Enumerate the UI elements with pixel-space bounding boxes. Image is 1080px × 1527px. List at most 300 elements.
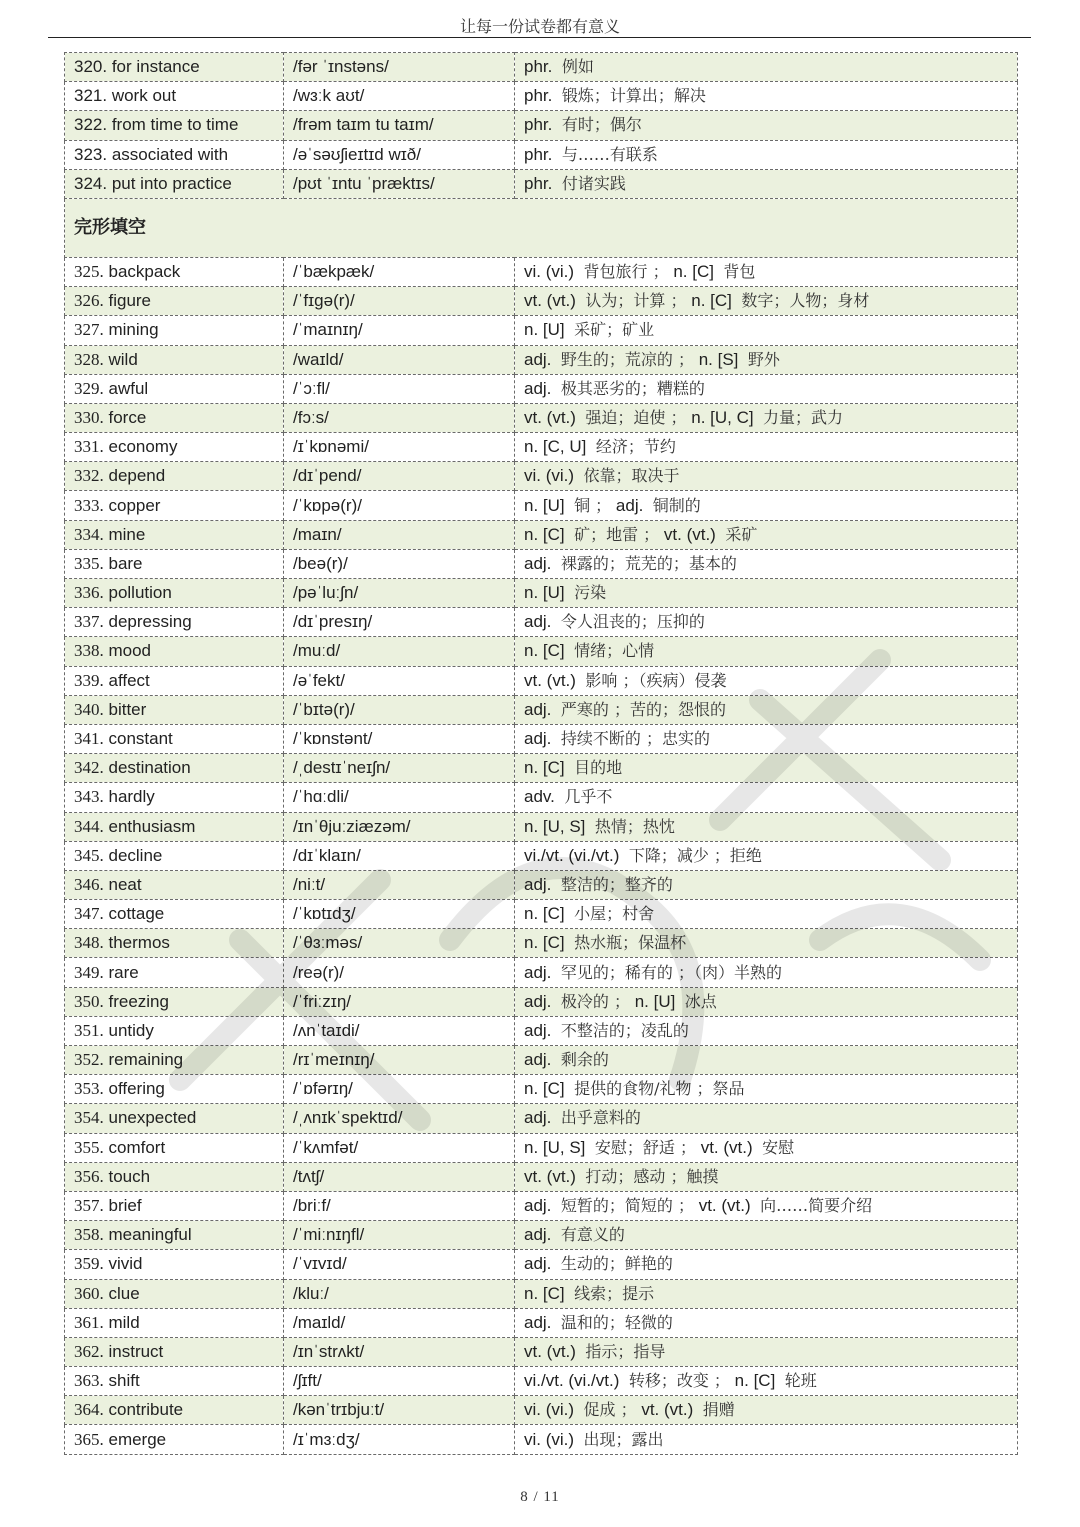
part-of-speech: n. [C] (524, 933, 565, 953)
entry-number: 339. (74, 670, 104, 690)
phonetic-cell: /pəˈluːʃn/ (284, 579, 515, 608)
part-of-speech: phr. (524, 115, 553, 135)
chinese-meaning: 几乎不 (564, 787, 613, 807)
entry-number: 356. (74, 1166, 104, 1186)
vocab-row (65, 1425, 1018, 1454)
phonetic-cell: /ˈfriːzɪŋ/ (284, 987, 515, 1016)
entry-number: 329. (74, 378, 104, 398)
entry-number: 340. (74, 699, 104, 719)
chinese-meaning: 热情；热忱 (594, 816, 675, 836)
definition-cell (515, 403, 1018, 432)
entry-number: 355. (74, 1137, 104, 1157)
word-cell (65, 841, 284, 870)
word-cell (65, 169, 284, 198)
definition-cell (515, 929, 1018, 958)
english-word: backpack (108, 262, 181, 282)
part-of-speech: vi./vt. (vi./vt.) (524, 1371, 620, 1391)
vocab-row (65, 1016, 1018, 1045)
word-cell (65, 1191, 284, 1220)
vocab-row (65, 1337, 1018, 1366)
definition-cell (515, 841, 1018, 870)
chinese-meaning: 认为；计算 ； (585, 291, 687, 311)
entry-number: 324. (74, 173, 108, 193)
word-cell (65, 637, 284, 666)
english-word: economy (108, 437, 178, 457)
entry-number: 346. (74, 874, 104, 894)
vocab-row (65, 1104, 1018, 1133)
chinese-meaning: 经济；节约 (595, 437, 676, 457)
entry-number: 333. (74, 495, 104, 515)
entry-number: 337. (74, 612, 104, 632)
definition-cell (515, 491, 1018, 520)
vocab-row (65, 111, 1018, 140)
word-cell (65, 1250, 284, 1279)
chinese-meaning-2: 向……简要介绍 (760, 1196, 873, 1216)
english-word: shift (108, 1371, 140, 1391)
part-of-speech-2: n. [C] (691, 291, 732, 311)
entry-number: 357. (74, 1196, 104, 1216)
vocab-row (65, 900, 1018, 929)
english-word: constant (108, 729, 173, 749)
chinese-meaning: 安慰；舒适 ； (594, 1137, 696, 1157)
entry-number: 334. (74, 524, 104, 544)
part-of-speech: adj. (524, 1196, 552, 1216)
phonetic-cell: /ˈbækpæk/ (284, 257, 515, 286)
definition-cell (515, 287, 1018, 316)
phonetic-cell: /ˈɔːfl/ (284, 374, 515, 403)
vocabulary-table (64, 52, 1018, 1455)
vocab-row (65, 374, 1018, 403)
english-word: remaining (108, 1050, 184, 1070)
part-of-speech: phr. (524, 144, 553, 164)
word-cell (65, 462, 284, 491)
part-of-speech: vt. (vt.) (524, 291, 576, 311)
word-cell (65, 666, 284, 695)
english-word: offering (108, 1079, 165, 1099)
phonetic-cell: /dɪˈpresɪŋ/ (284, 608, 515, 637)
entry-number: 348. (74, 933, 104, 953)
vocab-row (65, 1221, 1018, 1250)
vocab-row (65, 929, 1018, 958)
english-word: instruct (108, 1341, 164, 1361)
entry-number: 335. (74, 553, 104, 573)
part-of-speech: vi. (vi.) (524, 262, 575, 282)
definition-cell (515, 637, 1018, 666)
english-word: enthusiasm (108, 816, 196, 836)
part-of-speech: vt. (vt.) (524, 670, 576, 690)
definition-cell (515, 1279, 1018, 1308)
definition-cell (515, 812, 1018, 841)
definition-cell (515, 1191, 1018, 1220)
entry-number: 362. (74, 1341, 104, 1361)
word-cell (65, 549, 284, 578)
phonetic-cell: /kluː/ (284, 1279, 515, 1308)
part-of-speech: adj. (524, 1050, 552, 1070)
word-cell (65, 987, 284, 1016)
phonetic-cell: /ˈkɒtɪdʒ/ (284, 900, 515, 929)
chinese-meaning: 指示；指导 (585, 1341, 666, 1361)
english-word: for instance (111, 57, 200, 77)
word-cell (65, 579, 284, 608)
word-cell (65, 257, 284, 286)
vocab-row (65, 316, 1018, 345)
entry-number: 332. (74, 466, 104, 486)
english-word: neat (108, 874, 142, 894)
word-cell (65, 1279, 284, 1308)
phonetic-cell: /waɪld/ (284, 345, 515, 374)
phonetic-cell: /fər ˈɪnstəns/ (284, 53, 515, 82)
definition-cell (515, 900, 1018, 929)
chinese-meaning-2: 铜制的 (652, 495, 701, 515)
part-of-speech-2: n. [U] (634, 991, 676, 1011)
chinese-meaning: 令人沮丧的；压抑的 (560, 612, 705, 632)
vocab-row (65, 1133, 1018, 1162)
part-of-speech-2: n. [S] (698, 349, 739, 369)
phonetic-cell: /ˈɒfərɪŋ/ (284, 1075, 515, 1104)
part-of-speech: vi. (vi.) (524, 1429, 575, 1449)
english-word: awful (108, 378, 149, 398)
chinese-meaning: 小屋；村舍 (574, 904, 655, 924)
english-word: wild (108, 349, 138, 369)
vocab-row (65, 1308, 1018, 1337)
phonetic-cell: /əˈsəʊʃieɪtɪd wɪð/ (284, 140, 515, 169)
definition-cell (515, 549, 1018, 578)
part-of-speech: vi. (vi.) (524, 466, 575, 486)
word-cell (65, 958, 284, 987)
page-number: 8 / 11 (520, 1489, 560, 1505)
part-of-speech-2: vt. (vt.) (663, 524, 716, 544)
english-word: untidy (108, 1020, 154, 1040)
chinese-meaning: 采矿；矿业 (574, 320, 655, 340)
vocab-row (65, 1250, 1018, 1279)
english-word: vivid (108, 1254, 143, 1274)
vocab-row (65, 345, 1018, 374)
part-of-speech: adj. (524, 553, 552, 573)
word-cell (65, 140, 284, 169)
english-word: freezing (108, 991, 169, 1011)
chinese-meaning: 生动的；鲜艳的 (560, 1254, 673, 1274)
english-word: clue (108, 1283, 140, 1303)
word-cell (65, 316, 284, 345)
word-cell (65, 82, 284, 111)
part-of-speech: n. [C, U] (524, 437, 587, 457)
definition-cell (515, 695, 1018, 724)
definition-cell (515, 520, 1018, 549)
vocab-row (65, 140, 1018, 169)
word-cell (65, 491, 284, 520)
english-word: rare (108, 962, 139, 982)
chinese-meaning: 温和的；轻微的 (560, 1312, 673, 1332)
english-word: copper (108, 495, 161, 515)
phonetic-cell: /maɪld/ (284, 1308, 515, 1337)
english-word: affect (108, 670, 150, 690)
entry-number: 359. (74, 1254, 104, 1274)
word-cell (65, 345, 284, 374)
phonetic-cell: /ˌʌnɪkˈspektɪd/ (284, 1104, 515, 1133)
word-cell (65, 1396, 284, 1425)
part-of-speech: n. [U] (524, 495, 565, 515)
entry-number: 343. (74, 787, 104, 807)
definition-cell (515, 1221, 1018, 1250)
entry-number: 323. (74, 144, 108, 164)
english-word: figure (108, 291, 152, 311)
vocab-row (65, 491, 1018, 520)
entry-number: 364. (74, 1400, 104, 1420)
chinese-meaning: 污染 (574, 583, 607, 603)
part-of-speech-2: vt. (vt.) (700, 1137, 753, 1157)
chinese-meaning: 剩余的 (560, 1050, 609, 1070)
definition-cell (515, 754, 1018, 783)
phonetic-cell: /ˈkɒnstənt/ (284, 724, 515, 753)
part-of-speech-2: adj. (615, 495, 644, 515)
phonetic-cell: /ˌdestɪˈneɪʃn/ (284, 754, 515, 783)
english-word: mining (108, 320, 159, 340)
definition-cell (515, 1425, 1018, 1454)
chinese-meaning-2: 野外 (747, 349, 780, 369)
word-cell (65, 111, 284, 140)
chinese-meaning: 锻炼；计算出；解决 (561, 86, 706, 106)
vocab-row (65, 82, 1018, 111)
english-word: contribute (108, 1400, 184, 1420)
phonetic-cell: /ˈkʌmfət/ (284, 1133, 515, 1162)
part-of-speech: adj. (524, 991, 552, 1011)
phonetic-cell: /ɪnˈθjuːziæzəm/ (284, 812, 515, 841)
vocab-row (65, 287, 1018, 316)
chinese-meaning: 严寒的 ；苦的；怨恨的 (560, 699, 726, 719)
chinese-meaning: 持续不断的 ；忠实的 (560, 729, 710, 749)
part-of-speech: vt. (vt.) (524, 1166, 576, 1186)
definition-cell (515, 82, 1018, 111)
vocab-row (65, 520, 1018, 549)
part-of-speech-2: n. [C] (673, 262, 714, 282)
definition-cell (515, 1133, 1018, 1162)
definition-cell (515, 1046, 1018, 1075)
english-word: put into practice (111, 173, 232, 193)
chinese-meaning: 整洁的；整齐的 (560, 874, 673, 894)
part-of-speech-2: n. [U, C] (691, 407, 754, 427)
english-word: brief (108, 1196, 142, 1216)
header-divider (48, 37, 1031, 38)
english-word: mild (108, 1312, 140, 1332)
definition-cell (515, 316, 1018, 345)
phonetic-cell: /beə(r)/ (284, 549, 515, 578)
definition-cell (515, 870, 1018, 899)
english-word: emerge (108, 1429, 167, 1449)
chinese-meaning: 矿；地雷 ； (574, 524, 660, 544)
definition-cell (515, 345, 1018, 374)
english-word: destination (108, 758, 191, 778)
chinese-meaning: 情绪；心情 (574, 641, 655, 661)
phonetic-cell: /wɜːk aʊt/ (284, 82, 515, 111)
chinese-meaning: 例如 (561, 57, 594, 77)
vocab-row (65, 958, 1018, 987)
phonetic-cell: /əˈfekt/ (284, 666, 515, 695)
definition-cell (515, 987, 1018, 1016)
entry-number: 363. (74, 1371, 104, 1391)
definition-cell (515, 53, 1018, 82)
word-cell (65, 870, 284, 899)
vocab-row (65, 462, 1018, 491)
word-cell (65, 1133, 284, 1162)
chinese-meaning-2: 捐赠 (702, 1400, 735, 1420)
part-of-speech: n. [C] (524, 904, 565, 924)
definition-cell (515, 608, 1018, 637)
section-title: 完形填空 (65, 198, 1018, 257)
vocab-row (65, 608, 1018, 637)
english-word: cottage (108, 904, 165, 924)
part-of-speech: phr. (524, 57, 553, 77)
vocab-row (65, 549, 1018, 578)
vocab-row (65, 257, 1018, 286)
part-of-speech: n. [U] (524, 320, 565, 340)
definition-cell (515, 1308, 1018, 1337)
chinese-meaning-2: 力量；武力 (763, 407, 844, 427)
chinese-meaning: 打动；感动 ；触摸 (585, 1166, 719, 1186)
part-of-speech: adj. (524, 1108, 552, 1128)
chinese-meaning: 促成 ； (583, 1400, 637, 1420)
word-cell (65, 1046, 284, 1075)
phonetic-cell: /maɪn/ (284, 520, 515, 549)
entry-number: 350. (74, 991, 104, 1011)
chinese-meaning: 铜 ； (574, 495, 612, 515)
word-cell (65, 403, 284, 432)
part-of-speech: adj. (524, 874, 552, 894)
chinese-meaning: 有意义的 (560, 1225, 625, 1245)
word-cell (65, 1308, 284, 1337)
part-of-speech-2: vt. (vt.) (641, 1400, 694, 1420)
word-cell (65, 783, 284, 812)
part-of-speech: vi. (vi.) (524, 1400, 575, 1420)
part-of-speech: adj. (524, 1225, 552, 1245)
vocab-row (65, 637, 1018, 666)
definition-cell (515, 1337, 1018, 1366)
word-cell (65, 608, 284, 637)
phonetic-cell: /ˈvɪvɪd/ (284, 1250, 515, 1279)
word-cell (65, 929, 284, 958)
chinese-meaning: 下降；减少 ；拒绝 (628, 845, 762, 865)
definition-cell (515, 783, 1018, 812)
chinese-meaning: 热水瓶；保温杯 (574, 933, 687, 953)
definition-cell (515, 1104, 1018, 1133)
word-cell (65, 53, 284, 82)
english-word: associated with (111, 144, 229, 164)
entry-number: 352. (74, 1050, 104, 1070)
english-word: pollution (108, 583, 172, 603)
entry-number: 331. (74, 437, 104, 457)
phonetic-cell: /ˈmiːnɪŋfl/ (284, 1221, 515, 1250)
definition-cell (515, 666, 1018, 695)
word-cell (65, 1221, 284, 1250)
part-of-speech: adj. (524, 1312, 552, 1332)
phonetic-cell: /ˈhɑːdli/ (284, 783, 515, 812)
word-cell (65, 1337, 284, 1366)
entry-number: 338. (74, 641, 104, 661)
phonetic-cell: /niːt/ (284, 870, 515, 899)
chinese-meaning: 提供的食物/礼物 ；祭品 (574, 1079, 745, 1099)
part-of-speech: adj. (524, 612, 552, 632)
word-cell (65, 812, 284, 841)
phonetic-cell: /muːd/ (284, 637, 515, 666)
entry-number: 347. (74, 904, 104, 924)
definition-cell (515, 1016, 1018, 1045)
part-of-speech: vt. (vt.) (524, 407, 576, 427)
part-of-speech: adj. (524, 378, 552, 398)
entry-number: 330. (74, 407, 104, 427)
english-word: force (108, 407, 147, 427)
vocab-row (65, 1075, 1018, 1104)
entry-number: 345. (74, 845, 104, 865)
word-cell (65, 1367, 284, 1396)
part-of-speech: n. [C] (524, 758, 565, 778)
word-cell (65, 754, 284, 783)
phonetic-cell: /rɪˈmeɪnɪŋ/ (284, 1046, 515, 1075)
entry-number: 351. (74, 1020, 104, 1040)
definition-cell (515, 1250, 1018, 1279)
entry-number: 361. (74, 1312, 104, 1332)
english-word: bitter (108, 699, 147, 719)
word-cell (65, 1425, 284, 1454)
section-header-row (65, 198, 1018, 257)
chinese-meaning: 裸露的；荒芜的；基本的 (560, 553, 737, 573)
phonetic-cell: /tʌtʃ/ (284, 1162, 515, 1191)
entry-number: 341. (74, 729, 104, 749)
page-header: 让每一份试卷都有意义 (459, 17, 620, 36)
english-word: depend (108, 466, 166, 486)
part-of-speech: vt. (vt.) (524, 1341, 576, 1361)
part-of-speech: adj. (524, 1254, 552, 1274)
chinese-meaning: 与……有联系 (561, 144, 658, 164)
chinese-meaning-2: 冰点 (684, 991, 717, 1011)
part-of-speech: n. [U] (524, 583, 565, 603)
vocab-row (65, 1162, 1018, 1191)
phonetic-cell: /fɔːs/ (284, 403, 515, 432)
vocab-row (65, 403, 1018, 432)
phonetic-cell: /reə(r)/ (284, 958, 515, 987)
entry-number: 321. (74, 86, 108, 106)
vocab-row (65, 169, 1018, 198)
entry-number: 326. (74, 291, 104, 311)
definition-cell (515, 462, 1018, 491)
chinese-meaning: 影响 ；（疾病）侵袭 (585, 670, 727, 690)
vocab-row (65, 433, 1018, 462)
phonetic-cell: /dɪˈklaɪn/ (284, 841, 515, 870)
vocab-row (65, 870, 1018, 899)
entry-number: 358. (74, 1225, 104, 1245)
vocab-row (65, 1367, 1018, 1396)
entry-number: 328. (74, 349, 104, 369)
phonetic-cell: /ˈkɒpə(r)/ (284, 491, 515, 520)
definition-cell (515, 433, 1018, 462)
definition-cell (515, 1075, 1018, 1104)
entry-number: 325. (74, 262, 104, 282)
english-word: meaningful (108, 1225, 192, 1245)
part-of-speech: n. [C] (524, 524, 565, 544)
chinese-meaning: 出现；露出 (583, 1429, 664, 1449)
definition-cell (515, 958, 1018, 987)
phonetic-cell: /pʊt ˈɪntu ˈpræktɪs/ (284, 169, 515, 198)
definition-cell (515, 1162, 1018, 1191)
part-of-speech: n. [C] (524, 1283, 565, 1303)
chinese-meaning: 不整洁的；凌乱的 (560, 1020, 689, 1040)
part-of-speech: adj. (524, 699, 552, 719)
vocab-row (65, 695, 1018, 724)
phonetic-cell: /ˈfɪɡə(r)/ (284, 287, 515, 316)
english-word: work out (111, 86, 177, 106)
chinese-meaning: 极冷的 ； (560, 991, 630, 1011)
chinese-meaning: 短暂的；简短的 ； (560, 1196, 694, 1216)
entry-number: 365. (74, 1429, 104, 1449)
definition-cell (515, 724, 1018, 753)
